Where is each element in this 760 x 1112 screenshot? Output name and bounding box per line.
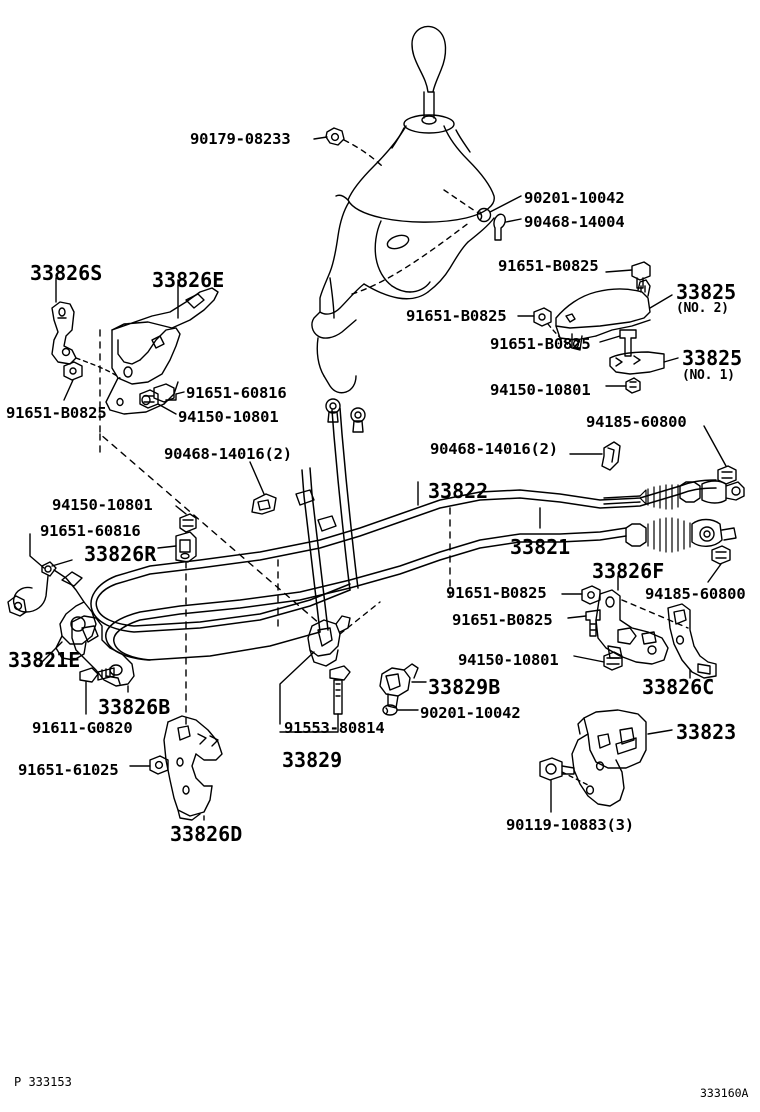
rod-33821E [8, 560, 96, 660]
bolt-90119-10883 [540, 758, 574, 780]
bolt-91651-B0825-left [534, 308, 551, 326]
screw-91611-G0820 [80, 668, 114, 682]
bracket-33823 [572, 710, 646, 806]
leader-91651-B0825-mid [600, 336, 620, 342]
leader-33826R [158, 546, 176, 548]
cable-grommet-a [296, 490, 314, 505]
part-number-callout[interactable]: 90119-10883(3) [506, 816, 634, 834]
part-number-callout[interactable]: 91611-G0820 [32, 719, 133, 737]
item-number-label[interactable]: 33822 [428, 479, 489, 503]
part-number-callout[interactable]: 91651-B0825 [452, 611, 553, 629]
leader-90179-08233 [314, 137, 327, 139]
leader-94150-10801-f3 [574, 656, 604, 662]
part-number-callout[interactable]: 91651-B0825 [6, 404, 107, 422]
clip-90468-14016-right [602, 442, 620, 470]
nut-94185-60800-upper [718, 466, 736, 484]
part-number-callout[interactable]: 94150-10801 [52, 496, 153, 514]
nut-94185-60800-lower [712, 546, 730, 564]
part-number-callout[interactable]: 94150-10801 [458, 651, 559, 669]
part-number-callout[interactable]: 91651-61025 [18, 761, 119, 779]
leader-91651-B0825-top [606, 270, 632, 272]
part-number-callout[interactable]: 90468-14016(2) [430, 440, 558, 458]
leader-94150-10801-left [158, 404, 176, 414]
part-number-callout[interactable]: 90468-14016(2) [164, 445, 292, 463]
cable-end-lower [351, 408, 365, 432]
bolt-91553-80814 [330, 666, 350, 714]
clip-33829B [380, 664, 418, 708]
nut-94150-10801-right [626, 378, 640, 393]
part-number-callout[interactable]: 94185-60800 [586, 413, 687, 431]
nut-91651-B0825-left [64, 362, 82, 380]
leader-94185-60800-lower [708, 564, 721, 582]
leader-33829-a [280, 652, 314, 724]
part-number-callout[interactable]: 91651-60816 [40, 522, 141, 540]
clip-90468-14016-left [252, 494, 276, 514]
item-number-sublabel: (NO. 2) [676, 301, 729, 316]
bracket-33826S [52, 302, 76, 364]
leader-90468-14004 [506, 219, 521, 222]
item-number-label[interactable]: 33826S [30, 261, 103, 285]
item-number-label[interactable]: 33826C [642, 675, 715, 699]
item-number-label[interactable]: 33829 [282, 748, 343, 772]
nut-90179-08233 [326, 128, 344, 145]
leader-91651-B0825-f2 [568, 616, 586, 618]
part-number-callout[interactable]: 94150-10801 [490, 381, 591, 399]
part-number-callout[interactable]: 94150-10801 [178, 408, 279, 426]
footer-left-code: P 333153 [14, 1075, 72, 1089]
leader-33825-no1 [664, 358, 678, 362]
bracket-33826D [164, 716, 222, 820]
leader-94185-60800-upper [704, 426, 726, 466]
part-number-callout[interactable]: 90201-10042 [524, 189, 625, 207]
item-number-label[interactable]: 33829B [428, 675, 501, 699]
part-number-callout[interactable]: 90179-08233 [190, 130, 291, 148]
item-number-sublabel: (NO. 1) [682, 368, 735, 383]
shift-boot-icon [348, 115, 494, 222]
leader-90468-14016-left [250, 462, 264, 494]
bracket-33825-no1 [610, 352, 664, 374]
shift-knob-icon [412, 26, 446, 124]
nut-91651-61025 [150, 756, 168, 774]
pin-90201-10042 [478, 209, 491, 222]
cable-bellows-upper [604, 481, 744, 509]
part-number-callout[interactable]: 91651-60816 [186, 384, 287, 402]
item-number-label[interactable]: 33821E [8, 648, 81, 672]
part-number-callout[interactable]: 91651-B0825 [490, 335, 591, 353]
nut-94150-10801-f3 [604, 652, 622, 670]
leader-91651-60816 [176, 392, 184, 394]
leader-33825-no2 [650, 295, 672, 308]
item-number-label[interactable]: 33826E [152, 268, 225, 292]
part-number-callout[interactable]: 91651-B0825 [498, 257, 599, 275]
footer-right-code: 333160A [700, 1086, 749, 1100]
leader-33823 [648, 730, 672, 734]
part-number-callout[interactable]: 91651-B0825 [406, 307, 507, 325]
item-number-label[interactable]: 33823 [676, 720, 737, 744]
bracket-33826R [176, 532, 196, 562]
item-number-label[interactable]: 33821 [510, 535, 571, 559]
part-number-callout[interactable]: 90468-14004 [524, 213, 625, 231]
item-number-label[interactable]: 33826F [592, 559, 665, 583]
clip-33829 [308, 616, 350, 666]
nut-91651-B0825-f1 [582, 586, 600, 604]
leader-91651-B0825-left2 [64, 380, 73, 400]
item-number-label[interactable]: 33826B [98, 695, 171, 719]
nut-94150-10801-mid [180, 514, 196, 532]
part-number-callout[interactable]: 90201-10042 [420, 704, 521, 722]
clip-90468-14004 [494, 214, 505, 240]
part-number-callout[interactable]: 91553-80814 [284, 719, 385, 737]
item-number-label[interactable]: 33826R [84, 542, 157, 566]
part-number-callout[interactable]: 94185-60800 [645, 585, 746, 603]
item-number-label[interactable]: 33825 [676, 280, 737, 304]
bracket-33826C [668, 604, 716, 678]
cable-grommet-b [318, 516, 336, 531]
bolt-91651-B0825-top [632, 262, 650, 288]
part-number-callout[interactable]: 91651-B0825 [446, 584, 547, 602]
item-number-label[interactable]: 33825 [682, 346, 743, 370]
item-number-label[interactable]: 33826D [170, 822, 243, 846]
